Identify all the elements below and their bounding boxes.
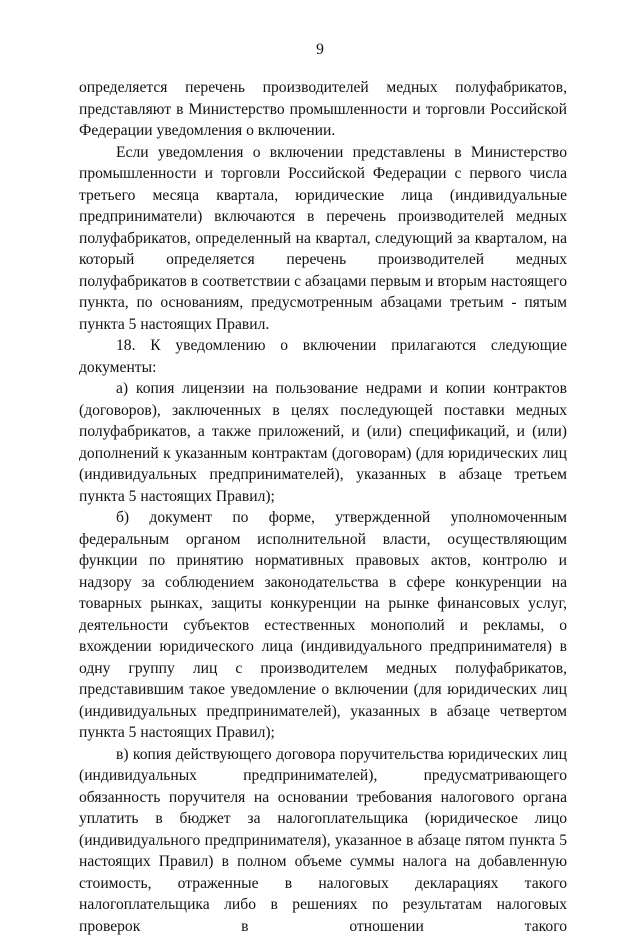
- page-number: 9: [0, 40, 640, 60]
- paragraph-item-18: 18. К уведомлению о включении прилагаются следующие документы:: [79, 335, 567, 378]
- paragraph-notification-timing: Если уведомления о включении представлены в Министерство промышленности и торговли Российской Федерации с первого числа третьего месяца квартала, юридические лица (индивидуальные предприниматели) включаются в перечень производителей медных полуфабрикатов, определенный на квартал, следующий за кварталом, на который определяется перечень производителей медных полуфабрикатов в соответствии с абзацами первым и вторым настоящего пункта, по основаниям, предусмотренным абзацами третьим - пятым пункта 5 настоящих Правил.: [79, 142, 567, 336]
- paragraph-continuation: определяется перечень производителей медных полуфабрикатов, представляют в Министерство промышленности и торговли Российской Федерации уведомления о включении.: [79, 77, 567, 142]
- paragraph-subitem-a: а) копия лицензии на пользование недрами и копии контрактов (договоров), заключенных в целях последующей поставки медных полуфабрикатов, а также приложений, и (или) спецификаций, и (или) дополнений к указанным контрактам (договорам) (для юридических лиц (индивидуальных предпринимателей), указанных в абзаце третьем пункта 5 настоящих Правил);: [79, 378, 567, 507]
- paragraph-subitem-b: б) документ по форме, утвержденной уполномоченным федеральным органом исполнительной власти, осуществляющим функции по принятию нормативных правовых актов, контролю и надзору за соблюдением законодательства в сфере конкуренции на товарных рынках, защиты конкуренции на рынке финансовых услуг, деятельности субъектов естественных монополий и рекламы, о вхождении юридического лица (индивидуального предпринимателя) в одну группу лиц с производителем медных полуфабрикатов, представившим такое уведомление о включении (для юридических лиц (индивидуальных предпринимателей), указанных в абзаце четвертом пункта 5 настоящих Правил);: [79, 507, 567, 744]
- document-body: [79, 77, 567, 937]
- paragraph-subitem-v: в) копия действующего договора поручительства юридических лиц (индивидуальных предпринимателей), предусматривающего обязанность поручителя на основании требования налогового органа уплатить в бюджет за налогоплательщика (юридическое лицо (индивидуального предпринимателя), указанное в абзаце пятом пункта 5 настоящих Правил) в полном объеме суммы налога на добавленную стоимость, отраженные в налоговых декларациях такого налогоплательщика либо в решениях по результатам налоговых проверок в отношении такого: [79, 744, 567, 937]
